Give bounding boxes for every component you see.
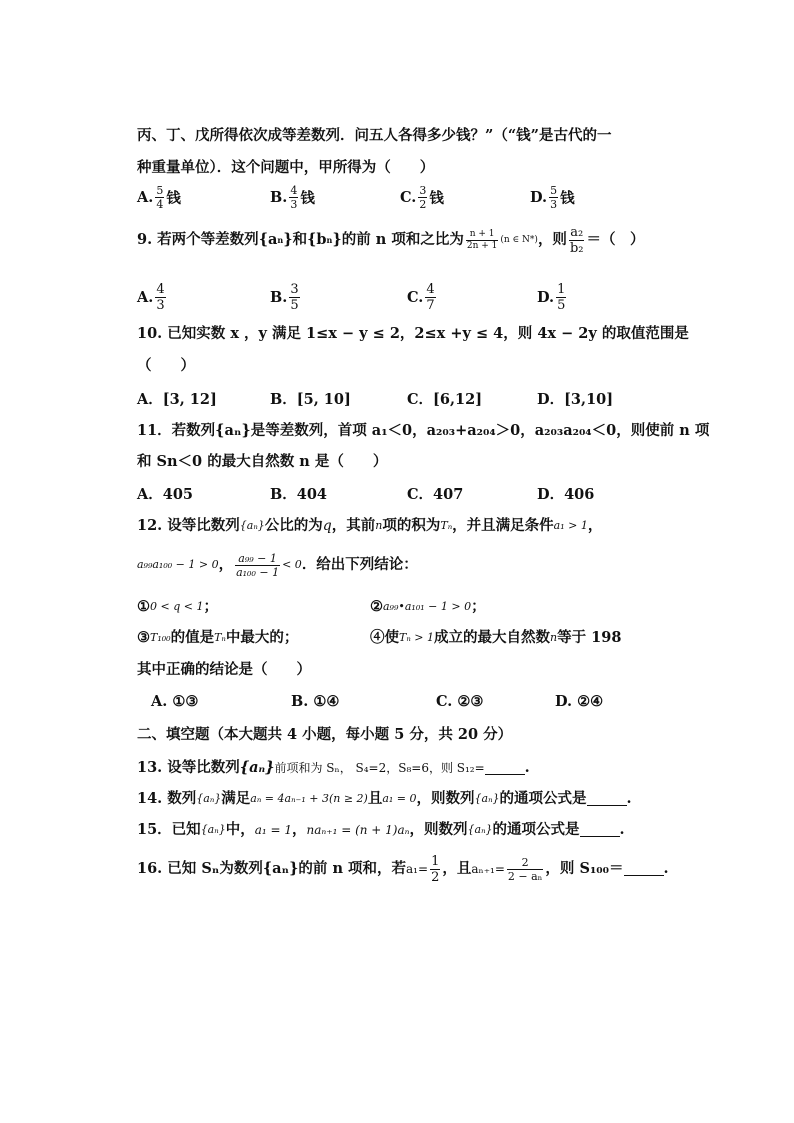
q11-options <box>137 480 657 506</box>
q12-option-a[interactable]: A. ①③ <box>151 692 199 710</box>
q15-answer-blank[interactable] <box>580 824 620 837</box>
q11-option-c[interactable]: C．407 <box>407 485 464 503</box>
q10-stem-line-1: 10. 已知实数 x ，y 满足 1≤x − y ≤ 2，2≤x +y ≤ 4，则 4x − 2y 的取值范围是 <box>137 325 689 342</box>
q12-options <box>151 688 671 714</box>
q12-conclusion-4: ④使 Tₙ > 1 成立的最大自然数 n 等于 198 <box>370 629 622 646</box>
q16-answer-blank[interactable] <box>624 863 664 876</box>
q10-option-b[interactable]: B．[5, 10] <box>270 390 351 408</box>
q12-ask: 其中正确的结论是（ ） <box>137 661 311 678</box>
q8-options <box>137 184 657 210</box>
q10-option-d[interactable]: D．[3,10] <box>537 390 614 408</box>
q13-stem: 13. 设等比数列 {aₙ} 前项和为 Sₙ， S₄=2，S₈=6，则 S₁₂= . <box>137 759 530 776</box>
q12-option-d[interactable]: D. ②④ <box>555 692 604 710</box>
q12-stem-line-1: 12. 设等比数列 {aₙ} 公比的为 q ，其前 n 项的积为 Tₙ ，并且满足条件 a₁ > 1 ， <box>137 517 603 534</box>
q14-stem: 14. 数列 {aₙ} 满足 aₙ = 4aₙ₋₁ + 3(n ≥ 2) 且 a₁ = 0 ，则数列 {aₙ} 的通项公式是 . <box>137 790 632 807</box>
q9-option-c[interactable]: C. $\frac{4}{7}$ <box>407 281 435 313</box>
q12-option-b[interactable]: B. ①④ <box>291 692 340 710</box>
intro-line-1: 丙、丁、戊所得依次成等差数列．问五人各得多少钱？”（“钱”是古代的一 <box>137 127 612 144</box>
q11-option-d[interactable]: D．406 <box>537 485 595 503</box>
q8-option-a[interactable]: A. $\frac{5}{4}$ 钱 <box>137 183 181 211</box>
q9-option-b[interactable]: B. $\frac{3}{5}$ <box>270 281 299 313</box>
q10-options <box>137 385 657 411</box>
q11-option-b[interactable]: B．404 <box>270 485 328 503</box>
q10-option-a[interactable]: A．[3, 12] <box>137 390 217 408</box>
intro-line-2: 种重量单位）．这个问题中，甲所得为（ ） <box>137 159 435 176</box>
q16-stem: 16. 已知 Sₙ为数列{aₙ}的前 n 项和，若 a₁= $\frac{1}{2}$ ，且 aₙ₊₁= $\frac{2}{\text{2 − aₙ}}$ ，则 S₁₀₀＝ . <box>137 853 669 885</box>
q10-stem-line-2: （ ） <box>137 357 195 374</box>
q9-option-d[interactable]: D. $\frac{1}{5}$ <box>537 281 566 313</box>
q9-option-a[interactable]: A. $\frac{4}{3}$ <box>137 281 165 313</box>
q11-stem-line-2: 和 Sn＜0 的最大自然数 n 是（ ） <box>137 453 388 470</box>
q15-stem: 15．已知 {aₙ} 中， a₁ = 1 ， naₙ₊₁ = (n + 1)aₙ ，则数列 {aₙ} 的通项公式是 . <box>137 821 625 838</box>
q8-option-c[interactable]: C. $\frac{3}{2}$ 钱 <box>400 183 444 211</box>
q8-option-b[interactable]: B. $\frac{4}{3}$ 钱 <box>270 183 315 211</box>
section-2-title: 二、填空题（本大题共 4 小题，每小题 5 分，共 20 分） <box>137 726 513 743</box>
q11-option-a[interactable]: A．405 <box>137 485 194 503</box>
q12-conclusion-1: ① 0 < q < 1 ； <box>137 598 218 615</box>
q13-answer-blank[interactable] <box>485 762 525 775</box>
q12-stem-line-2: a₉₉a₁₀₀ − 1 > 0 ， $\frac{\text{a₉₉ − 1}}{\text{a₁₀₀ − 1}}$ < 0 ．给出下列结论： <box>137 551 418 579</box>
q9-options <box>137 280 657 314</box>
q9-stem: 9. 若两个等差数列 {a n } 和 {b n } 的前 n 项和之比为 $\frac{n + 1}{2n + 1}$ (n ∈ N*) ，则 $\frac{\text{a₂}}{\text{b₂}}$ ＝（ ） <box>137 224 645 256</box>
q14-answer-blank[interactable] <box>587 793 627 806</box>
q10-option-c[interactable]: C．[6,12] <box>407 390 483 408</box>
q12-conclusion-2: ② a₉₉•a₁₀₁ − 1 > 0 ； <box>370 598 486 615</box>
q8-option-d[interactable]: D. $\frac{5}{3}$ 钱 <box>530 183 575 211</box>
q12-option-c[interactable]: C. ②③ <box>436 692 484 710</box>
q12-conclusion-3: ③ T₁₀₀ 的值是 Tₙ 中最大的； <box>137 629 299 646</box>
q11-stem-line-1: 11．若数列{aₙ}是等差数列，首项 a₁＜0，a₂₀₃+a₂₀₄＞0，a₂₀₃a₂₀₄＜0，则使前 n 项 <box>137 422 710 439</box>
